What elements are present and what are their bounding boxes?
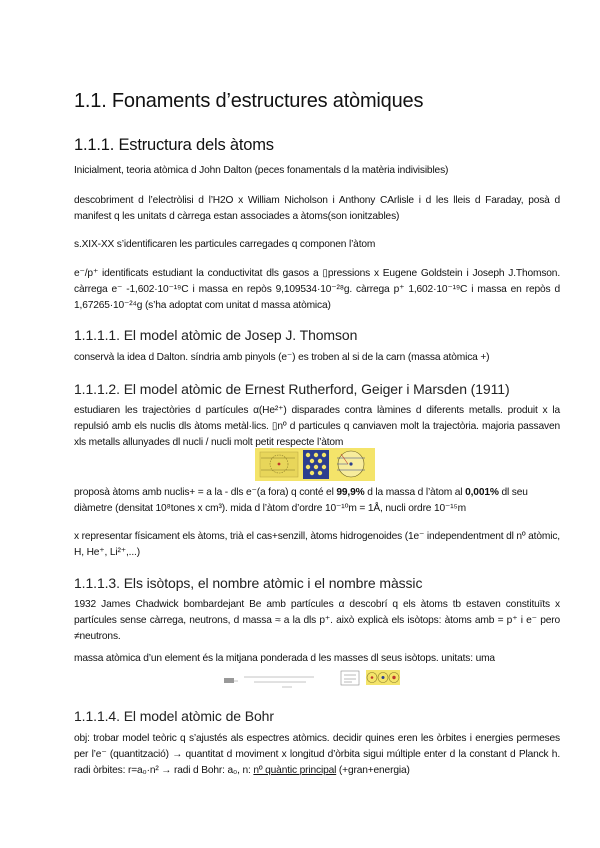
rutherford-experiment-figure: [255, 448, 375, 481]
section-heading-rutherford: 1.1.1.2. El model atòmic de Ernest Rutherford, Geiger i Marsden (1911): [74, 381, 510, 397]
paragraph-thomson: conservà la idea d Dalton. síndria amb pinyols (e⁻) es troben al si de la carn (massa atòmica +): [74, 352, 490, 363]
section-heading-thomson: 1.1.1.1. El model atòmic de Josep J. Thomson: [74, 327, 358, 343]
paragraph-chadwick: 1932 James Chadwick bombardejant Be amb partícules α descobrí q els àtoms tb estaven constituïts x partícules sense càrrega, neutrons, d massa ≈ a la dls p⁺. això explicà els isòtops: àtoms amb = p⁺ i e⁻ pero ≠neutrons.: [74, 599, 560, 642]
paragraph-electrolisi: descobriment d l’electròlisi d l’H2O x William Nicholson i Anthony CArlisle i d les lleis d Faraday, posà d manifest q les unitats d càrrega estan associades a àtoms(son ionitzables): [74, 195, 560, 222]
paragraph-hidrogenoides: x representar físicament els àtoms, trià el cas+senzill, àtoms hidrogenoides (1e⁻ independentment dl nº atòmic, H, He⁺, Li²⁺,...): [74, 531, 560, 558]
section-heading-isotops: 1.1.1.3. Els isòtops, el nombre atòmic i el nombre màssic: [74, 575, 423, 591]
paragraph-bohr: obj: trobar model teòric q s’ajustés als espectres atòmics. decidir quines eren les òrbites i energies permeses per l’e⁻ (quantització) → quantitat d moviment x longitud d’òrbita sigui múltiple enter d la constant d Planck h. radi òrbites: r=a₀·n² → radi d Bohr: a₀, n: nº quàntic principal (+gran+energia): [74, 733, 560, 776]
weighted-mass-formula-image: [224, 671, 316, 691]
paragraph-dalton: Inicialment, teoria atòmica d John Dalton (peces fonamentals d la matèria indivisibles): [74, 165, 449, 176]
section-heading-estructura: 1.1.1. Estructura dels àtoms: [74, 136, 274, 154]
paragraph-rutherford: estudiaren les trajectòries d partícules α(He²⁺) disparades contra làmines d diferents metalls. produit x la repulsió amb els nuclis dls àtoms metàl·lics. ▯nº d particules q canviaven molt la trajectòria. majoria passaven xls metalls allunyades dl nucli / nucli molt petit respecte l’àtom: [74, 405, 560, 448]
paragraph-proposta-atoms: proposà àtoms amb nuclis+ = a la - dls e⁻(a fora) q conté el 99,9% d la massa d l’àtom al 0,001% dl seu diàmetre (densitat 10⁸tones x cm³). mida d l’àtom d’ordre 10⁻¹⁰m = 1Å, nucli ordre 10⁻¹⁵m: [74, 487, 528, 514]
paragraph-particules: s.XIX-XX s’identificaren les particules carregades q componen l’àtom: [74, 239, 376, 250]
paragraph-electro-proto: e⁻/p⁺ identificats estudiant la conductivitat dls gasos a ▯pressions x Eugene Goldstein i Joseph J.Thomson. càrrega e⁻ -1,602·10⁻¹⁹C i massa en repòs 9,109534·10⁻²⁸g. càrrega p⁺ 1,602·10⁻¹⁹C i massa en repòs d 1,67265·10⁻²⁴g (s’ha adoptat com unitat d massa atòmica): [74, 268, 560, 311]
paragraph-massa-atomica: massa atòmica d’un element és la mitjana ponderada d les masses dl seus isòtops. unitats: uma: [74, 653, 495, 664]
section-heading-bohr: 1.1.1.4. El model atòmic de Bohr: [74, 708, 274, 724]
page-title: 1.1. Fonaments d’estructures atòmiques: [74, 90, 424, 112]
isotopes-figure: [366, 670, 400, 685]
isotope-notation-image: [339, 669, 361, 687]
